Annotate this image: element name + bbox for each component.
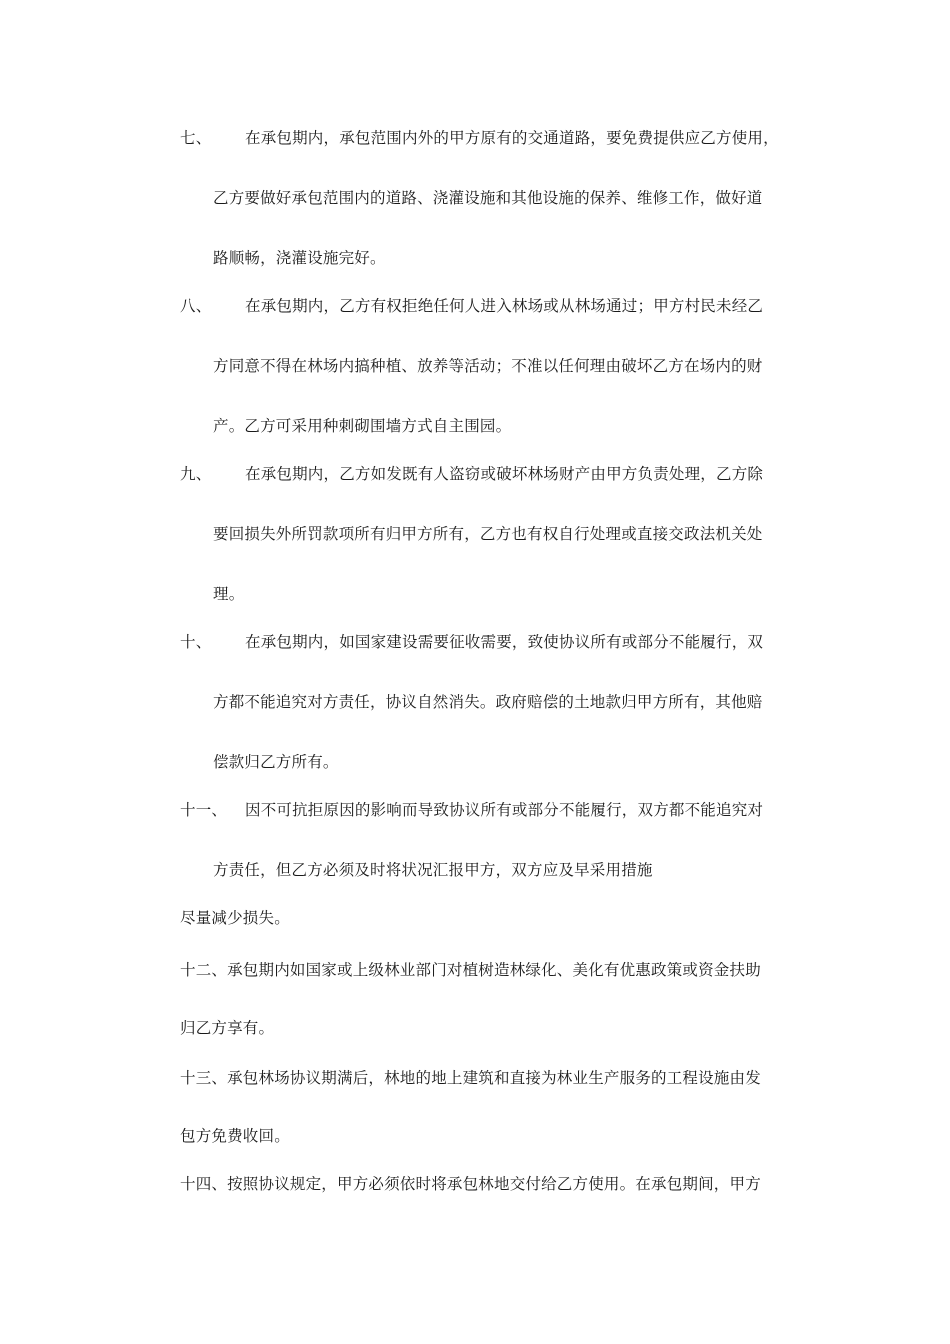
clause-line: 要回损失外所罚款项所有归甲方所有，乙方也有权自行处理或直接交政法机关处: [213, 525, 763, 543]
clause-line: 方都不能追究对方责任，协议自然消失。政府赔偿的土地款归甲方所有，其他赔: [213, 693, 763, 711]
clause-line: 在承包期内，乙方如发既有人盗窃或破坏林场财产由甲方负责处理，乙方除: [245, 465, 764, 483]
clause-line: 十二、承包期内如国家或上级林业部门对植树造林绿化、美化有优惠政策或资金扶助: [180, 961, 761, 979]
clause-number: 九、: [180, 465, 212, 483]
clause-line: 在承包期内，如国家建设需要征收需要，致使协议所有或部分不能履行，双: [245, 633, 764, 651]
clause-line: 偿款归乙方所有。: [213, 753, 339, 771]
clause-line: 乙方要做好承包范围内的道路、浇灌设施和其他设施的保养、维修工作，做好道: [213, 189, 763, 207]
clause-line: 路顺畅，浇灌设施完好。: [213, 249, 386, 267]
clause-line: 在承包期内，承包范围内外的甲方原有的交通道路，要免费提供应乙方使用，: [245, 129, 779, 147]
clause-line: 产。乙方可采用种刺砌围墙方式自主围园。: [213, 417, 512, 435]
clause-number: 十、: [180, 633, 212, 651]
clause-number: 七、: [180, 129, 212, 147]
clause-line: 理。: [213, 585, 245, 603]
clause-number: 十一、: [180, 801, 228, 819]
clause-line: 十四、按照协议规定，甲方必须依时将承包林地交付给乙方使用。在承包期间，甲方: [180, 1175, 761, 1193]
clause-line: 十三、承包林场协议期满后，林地的地上建筑和直接为林业生产服务的工程设施由发: [180, 1069, 761, 1087]
clause-number: 八、: [180, 297, 212, 315]
clause-line: 因不可抗拒原因的影响而导致协议所有或部分不能履行，双方都不能追究对: [245, 801, 764, 819]
clause-line: 归乙方享有。: [180, 1019, 275, 1037]
clause-line: 方责任，但乙方必须及时将状况汇报甲方，双方应及早采用措施: [213, 861, 653, 879]
clause-line: 包方免费收回。: [180, 1127, 290, 1145]
clause-line: 尽量减少损失。: [180, 909, 290, 927]
clause-line: 方同意不得在林场内搞种植、放养等活动；不准以任何理由破坏乙方在场内的财: [213, 357, 763, 375]
clause-line: 在承包期内，乙方有权拒绝任何人进入林场或从林场通过；甲方村民未经乙: [245, 297, 764, 315]
